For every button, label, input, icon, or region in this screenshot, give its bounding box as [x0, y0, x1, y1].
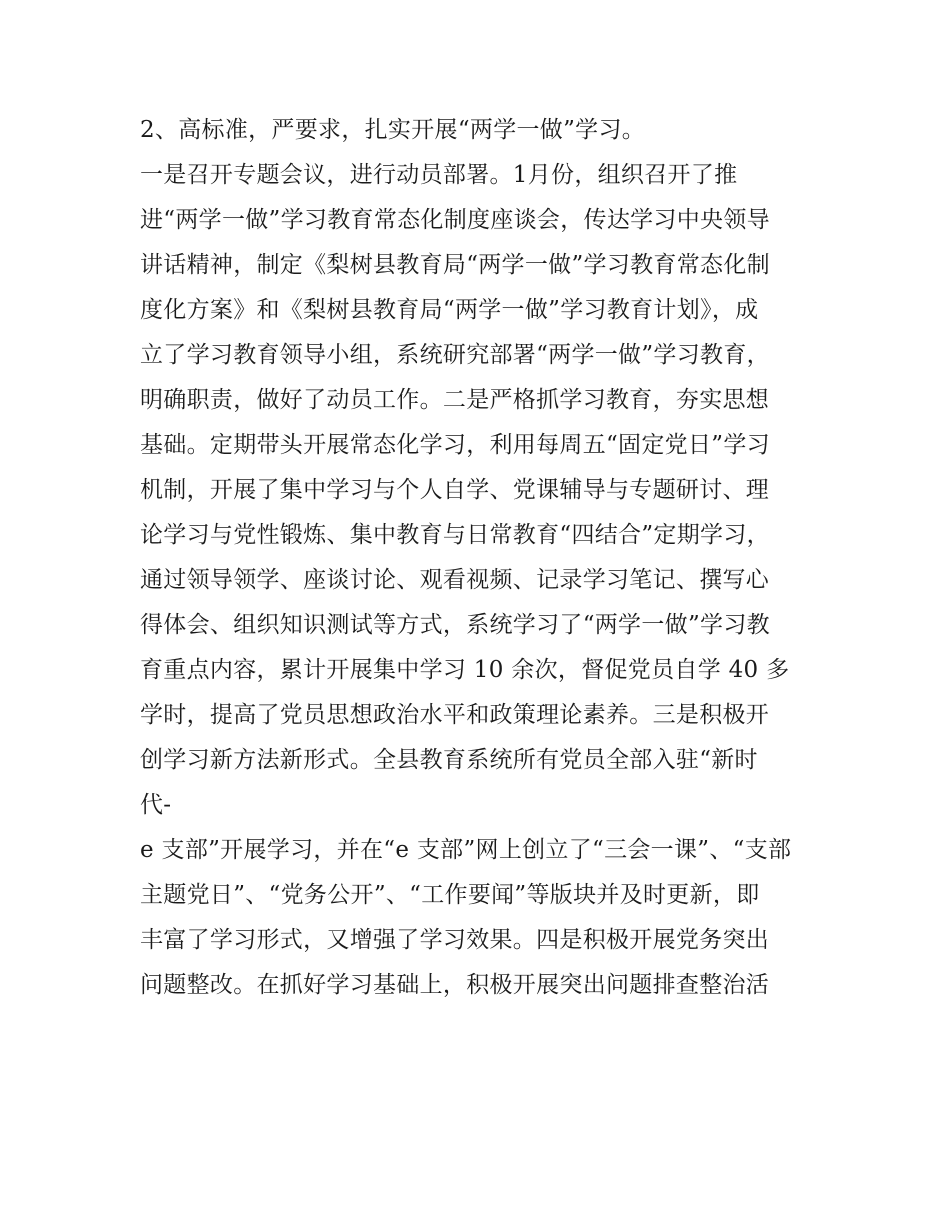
text-line-17: e 支部”开展学习，并在“e 支部”网上创立了“三会一课”、“支部	[140, 837, 792, 863]
text-line-3: 进“两学一做”学习教育常态化制度座谈会，传达学习中央领导	[140, 207, 770, 233]
text-line-2: 一是召开专题会议，进行动员部署。1月份，组织召开了推	[140, 162, 738, 188]
text-line-16: 代-	[140, 792, 172, 818]
text-line-4: 讲话精神，制定《梨树县教育局“两学一做”学习教育常态化制	[140, 252, 770, 278]
text-line-7: 明确职责，做好了动员工作。二是严格抓学习教育，夯实思想	[140, 387, 770, 413]
text-line-19: 丰富了学习形式，又增强了学习效果。四是积极开展党务突出	[140, 927, 770, 953]
document-body	[140, 108, 830, 1008]
text-line-1: 2、高标准，严要求，扎实开展“两学一做”学习。	[140, 117, 646, 143]
text-line-12: 得体会、组织知识测试等方式，系统学习了“两学一做”学习教	[140, 612, 770, 638]
text-line-20: 问题整改。在抓好学习基础上，积极开展突出问题排查整治活	[140, 972, 770, 998]
text-line-9: 机制，开展了集中学习与个人自学、党课辅导与专题研讨、理	[140, 477, 770, 503]
text-line-14: 学时，提高了党员思想政治水平和政策理论素养。三是积极开	[140, 702, 770, 728]
text-line-5: 度化方案》和《梨树县教育局“两学一做”学习教育计划》，成	[140, 297, 759, 323]
text-line-8: 基础。定期带头开展常态化学习，利用每周五“固定党日”学习	[140, 432, 770, 458]
text-line-10: 论学习与党性锻炼、集中教育与日常教育“四结合”定期学习，	[140, 522, 770, 548]
text-line-18: 主题党日”、“党务公开”、“工作要闻”等版块并及时更新，即	[140, 882, 760, 908]
text-line-11: 通过领导领学、座谈讨论、观看视频、记录学习笔记、撰写心	[140, 567, 770, 593]
text-line-15: 创学习新方法新形式。全县教育系统所有党员全部入驻“新时	[140, 747, 758, 773]
text-line-13: 育重点内容，累计开展集中学习 10 余次，督促党员自学 40 多	[140, 657, 790, 683]
text-line-6: 立了学习教育领导小组，系统研究部署“两学一做”学习教育，	[140, 342, 770, 368]
